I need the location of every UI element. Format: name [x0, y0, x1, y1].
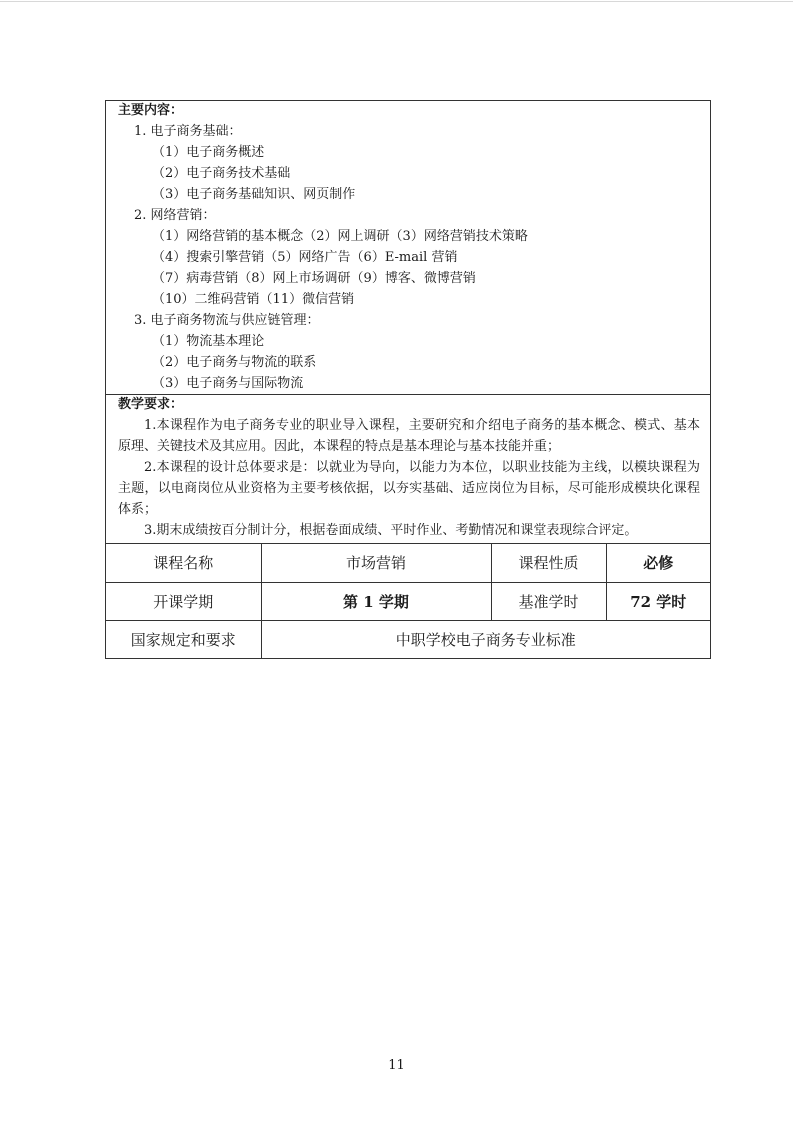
- requirement-paragraph: 1.本课程作为电子商务专业的职业导入课程，主要研究和介绍电子商务的基本概念、模式、基本原理、关键技术及其应用。因此，本课程的特点是基本理论与基本技能并重；: [118, 418, 700, 454]
- topic-subitem: （1）电子商务概述: [152, 145, 265, 160]
- topic-heading: 3. 电子商务物流与供应链管理：: [134, 313, 320, 328]
- teaching-requirements-section: [106, 395, 710, 544]
- topic-heading: 1. 电子商务基础：: [134, 124, 242, 139]
- requirement-paragraph: 2.本课程的设计总体要求是：以就业为导向，以能力为本位，以职业技能为主线，以模块课程为主题，以电商岗位从业资格为主要考核依据，以夯实基础、适应岗位为目标，尽可能形成模块化课程体系；: [118, 460, 700, 517]
- hours-value: 72 学时: [606, 582, 710, 620]
- table-row: [106, 544, 710, 582]
- course-name-label: 课程名称: [106, 544, 261, 582]
- hours-label: 基准学时: [491, 582, 606, 620]
- topic-subitem: （3）电子商务与国际物流: [152, 376, 304, 391]
- standard-label: 国家规定和要求: [106, 620, 261, 658]
- requirement-paragraph: 3.期末成绩按百分制计分，根据卷面成绩、平时作业、考勤情况和课堂表现综合评定。: [144, 523, 638, 538]
- course-sheet: [105, 100, 711, 659]
- page-top-border: [0, 1, 793, 2]
- standard-value: 中职学校电子商务专业标准: [261, 620, 710, 658]
- course-info-table: [106, 544, 710, 658]
- topic-subitem: （1）物流基本理论: [152, 334, 265, 349]
- main-content-title: 主要内容：: [118, 103, 184, 118]
- table-row: [106, 582, 710, 620]
- main-content-section: [106, 101, 710, 395]
- course-type-label: 课程性质: [491, 544, 606, 582]
- semester-label: 开课学期: [106, 582, 261, 620]
- topic-subitem: （1）网络营销的基本概念（2）网上调研（3）网络营销技术策略: [152, 229, 528, 244]
- semester-value: 第 1 学期: [261, 582, 491, 620]
- course-name-value: 市场营销: [261, 544, 491, 582]
- topic-subitem: （3）电子商务基础知识、网页制作: [152, 187, 356, 202]
- topic-subitem: （7）病毒营销（8）网上市场调研（9）博客、微博营销: [152, 271, 476, 286]
- topic-subitem: （2）电子商务技术基础: [152, 166, 291, 181]
- teaching-requirements-title: 教学要求：: [118, 397, 184, 412]
- page-number: 11: [388, 1058, 405, 1073]
- topic-subitem: （4）搜索引擎营销（5）网络广告（6）E-mail 营销: [152, 250, 458, 265]
- topic-heading: 2. 网络营销：: [134, 208, 216, 223]
- table-row: [106, 620, 710, 658]
- course-type-value: 必修: [606, 544, 710, 582]
- topic-subitem: （10）二维码营销（11）微信营销: [152, 292, 355, 307]
- topic-subitem: （2）电子商务与物流的联系: [152, 355, 317, 370]
